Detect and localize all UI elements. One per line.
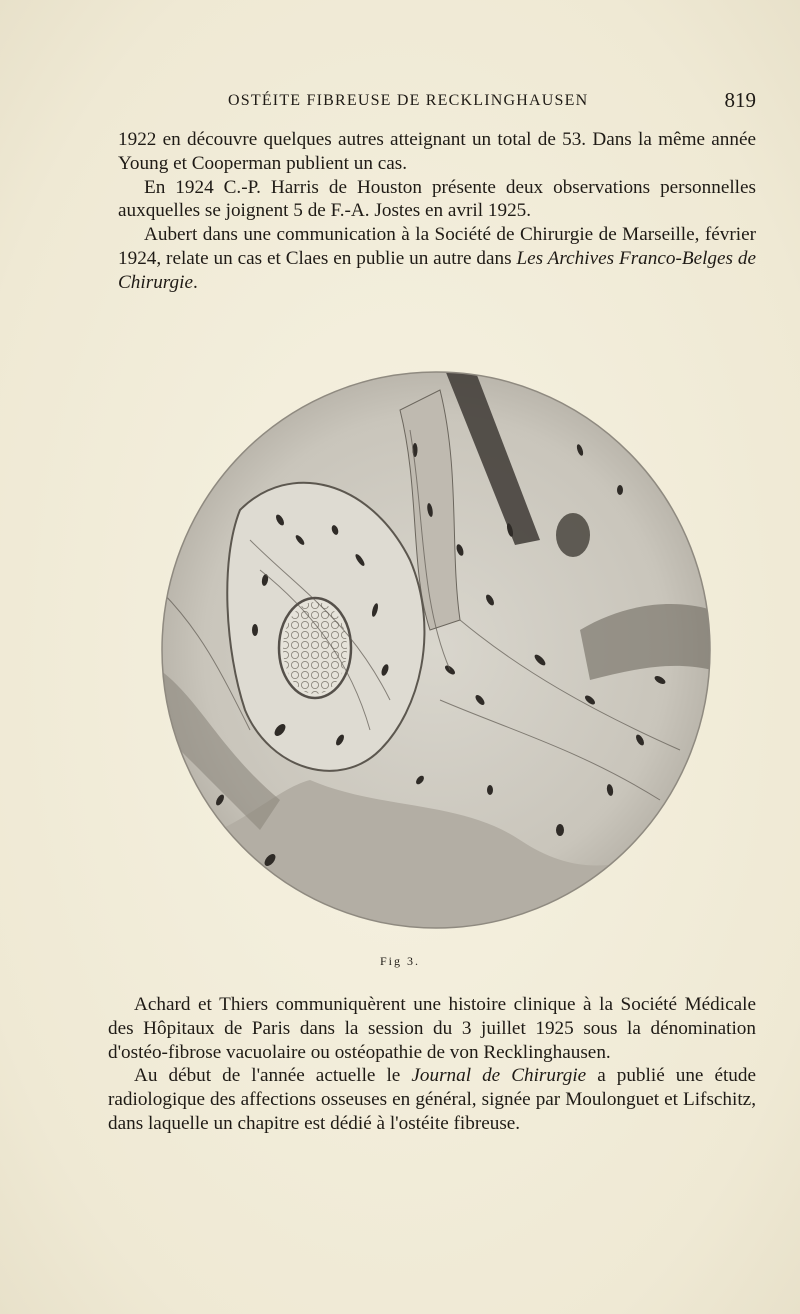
paragraph-3-text: Aubert dans une communication à la Société de Chirurgie de Marseille, février 1924, relate un cas et Claes en publie un autre dans (118, 224, 756, 269)
micrograph-image (160, 370, 712, 930)
journal-title-chirurgie: Journal de Chirurgie (411, 1065, 587, 1087)
running-title: OSTÉITE FIBREUSE DE RECKLINGHAUSEN (228, 92, 589, 109)
paragraph-3-end: . (192, 271, 198, 293)
paragraph-3 (118, 223, 756, 294)
paragraph-5-text: Au début de l'année actuelle le (134, 1065, 412, 1087)
paragraph-5 (108, 1064, 756, 1135)
paragraph-1: 1922 en découvre quelques autres atteignant un total de 53. Dans la même année Young et Cooperman publient un cas. (118, 129, 756, 174)
paragraph-2: En 1924 C.-P. Harris de Houston présente deux observations personnelles auxquelles se joignent 5 de F.-A. Jostes en avril 1925. (118, 176, 756, 222)
paragraph-5-end: a publié une étude radiologique des affections osseuses en général, signée par Moulonguet et Lifschitz, dans laquelle un chapitre est dédié à l'ostéite fibreuse. (108, 1065, 757, 1134)
journal-title-archives: Les Archives Franco-Belges de Chirurgie (118, 247, 756, 293)
running-head (110, 88, 756, 118)
text-block-bottom (108, 993, 756, 1136)
micrograph-figure (160, 370, 712, 930)
page-number: 819 (724, 88, 756, 112)
text-block-top (118, 128, 756, 295)
figure-caption: Fig 3. (379, 954, 420, 968)
paragraph-4: Achard et Thiers communiquèrent une histoire clinique à la Société Médicale des Hôpitaux de Paris dans la session du 3 juillet 1925 sous la dénomination d'ostéo-fibrose vacuolaire ou ostéopathie de von Recklinghausen. (108, 994, 756, 1063)
